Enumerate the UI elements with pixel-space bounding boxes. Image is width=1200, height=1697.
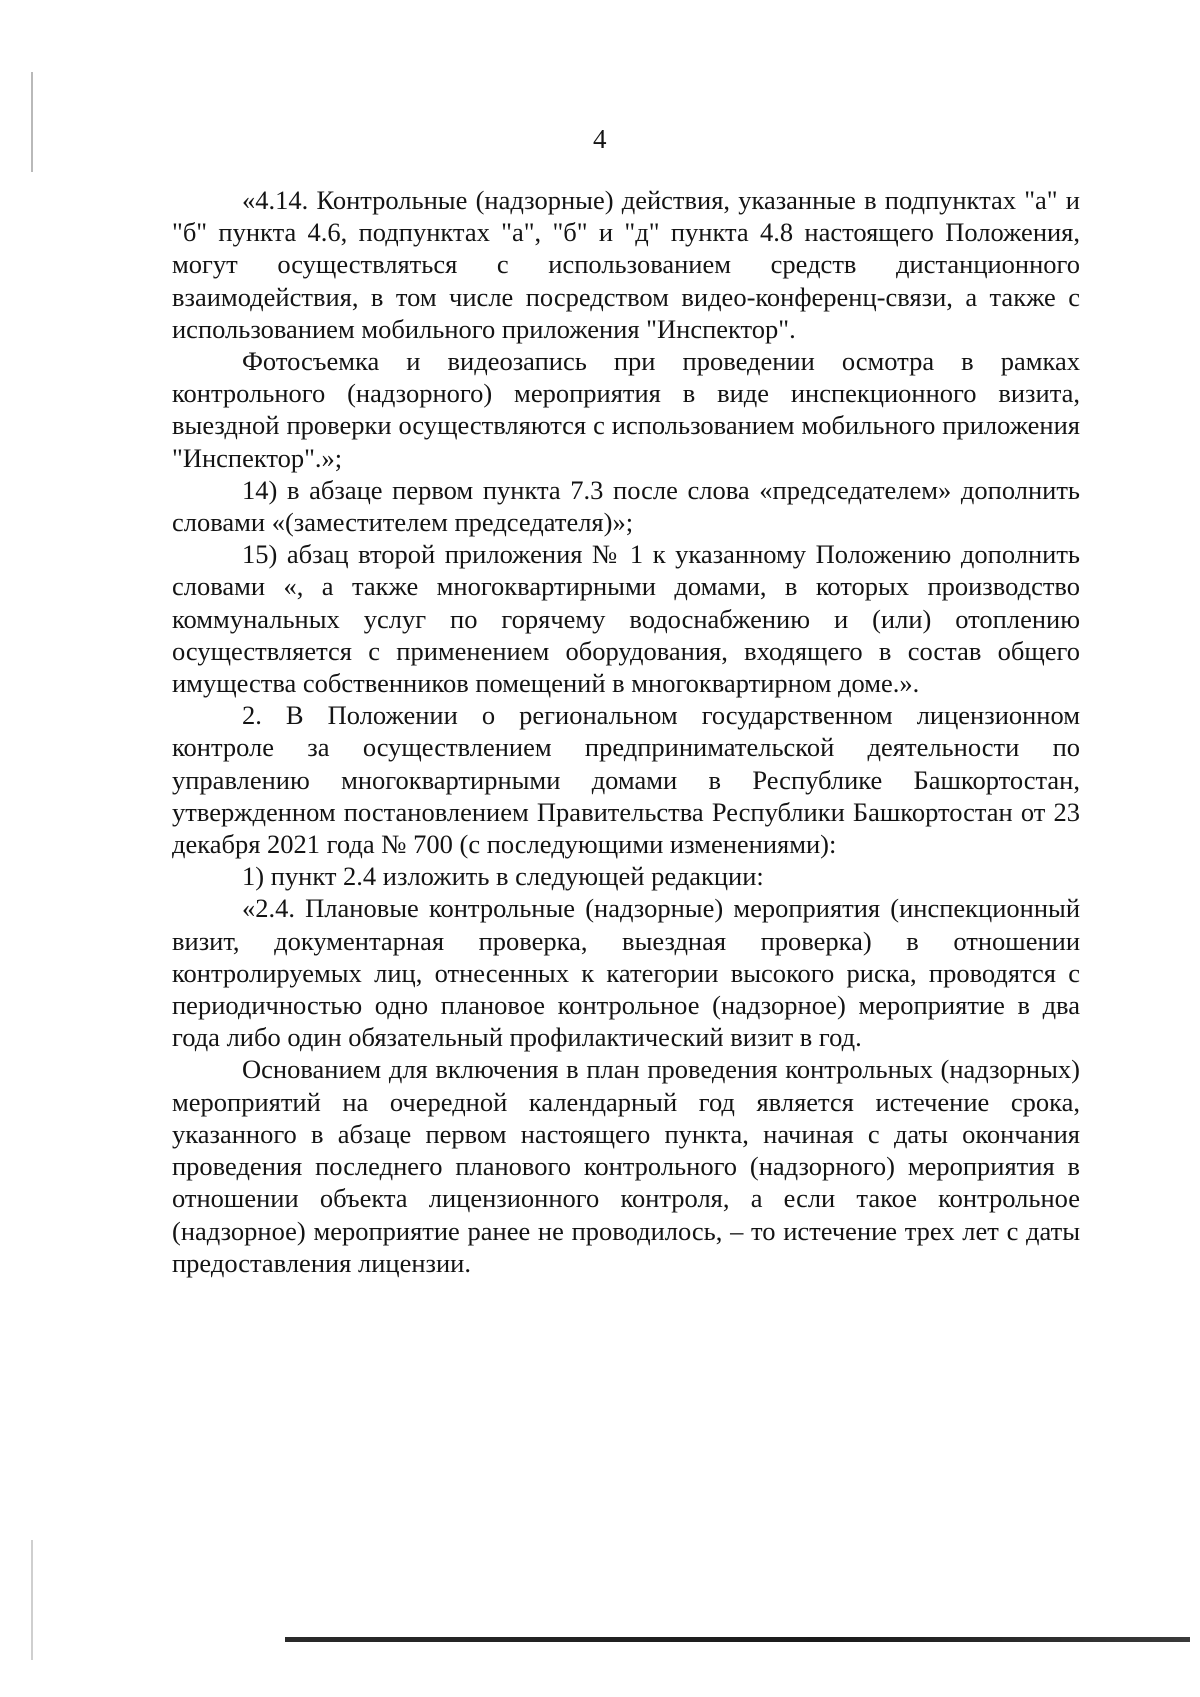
paragraph-item-14: 14) в абзаце первом пункта 7.3 после слова «председателем» дополнить словами «(заместителем председателя)»; bbox=[172, 474, 1080, 538]
paragraph-4-14: «4.14. Контрольные (надзорные) действия, указанные в подпунктах "а" и "б" пункта 4.6, подпунктах "а", "б" и "д" пункта 4.8 настоящего Положения, могут осуществляться с использованием средств дистанционного взаимодействия, в том числе посредством видео-конференц-связи, а также с использованием мобильного приложения "Инспектор". bbox=[172, 185, 1080, 344]
scan-edge-mark-top bbox=[31, 72, 33, 172]
paragraph-2-4: «2.4. Плановые контрольные (надзорные) мероприятия (инспекционный визит, документарная проверка, выездная проверка) в отношении контролируемых лиц, отнесенных к категории высокого риска, проводятся с периодичностью одно плановое контрольное (надзорное) мероприятие в два года либо один обязательный профилактический визит в год. bbox=[172, 893, 1080, 1053]
paragraph-basis: Основанием для включения в план проведения контрольных (надзорных) мероприятий на очередной календарный год является истечение срока, указанного в абзаце первом настоящего пункта, начиная с даты окончания проведения последнего планового контрольного (надзорного) мероприятия в отношении объекта лицензионного контроля, а если такое контрольное (надзорное) мероприятие ранее не проводилось, – то истечение трех лет с даты предоставления лицензии. bbox=[172, 1054, 1080, 1278]
document-body bbox=[172, 184, 1080, 1279]
paragraph-section-2: 2. В Положении о региональном государственном лицензионном контроле за осуществлением предпринимательской деятельности по управлению многоквартирными домами в Республике Башкортостан, утвержденном постановлением Правительства Республики Башкортостан от 23 декабря 2021 года № 700 (с последующими изменениями): bbox=[172, 700, 1080, 860]
paragraph-photo-video: Фотосъемка и видеозапись при проведении осмотра в рамках контрольного (надзорного) мероприятия в виде инспекционного визита, выездной проверки осуществляются с использованием мобильного приложения "Инспектор".»; bbox=[172, 346, 1080, 473]
scan-edge-mark-bottom bbox=[31, 1540, 33, 1660]
bottom-rule bbox=[285, 1637, 1190, 1642]
paragraph-item-1: 1) пункт 2.4 изложить в следующей редакции: bbox=[242, 861, 764, 892]
paragraph-item-15: 15) абзац второй приложения № 1 к указанному Положению дополнить словами «, а также многоквартирными домами, в которых производство коммунальных услуг по горячему водоснабжению и (или) отоплению осуществляется с применением оборудования, входящего в состав общего имущества собственников помещений в многоквартирном доме.». bbox=[172, 539, 1080, 699]
page-number: 4 bbox=[593, 124, 607, 154]
